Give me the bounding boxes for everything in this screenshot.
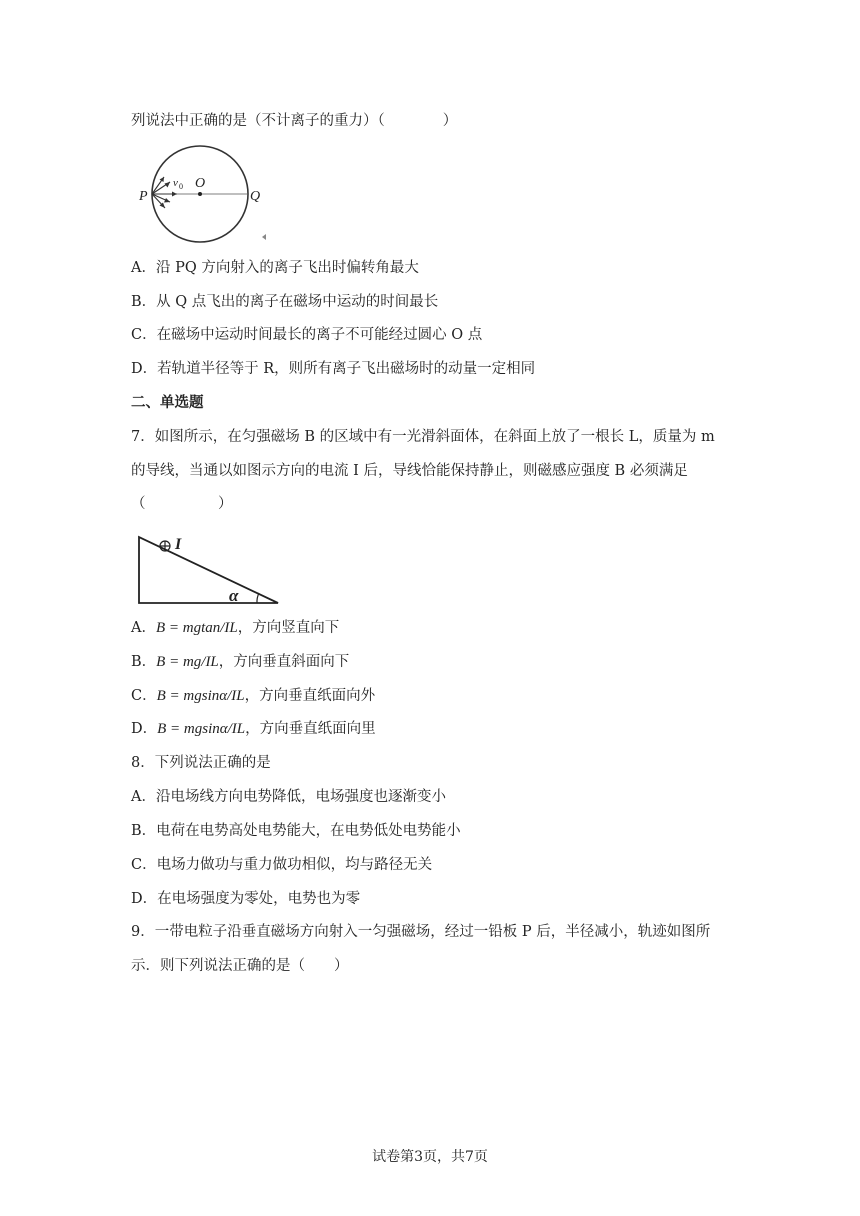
- q6-option-c: C．在磁场中运动时间最长的离子不可能经过圆心 O 点: [131, 327, 483, 343]
- label-O: O: [195, 176, 206, 191]
- center-point-O: [198, 192, 202, 196]
- option-formula: B = mgsinα/IL: [157, 721, 246, 737]
- option-letter: A．: [131, 620, 156, 636]
- q7-option-b: [131, 652, 349, 672]
- q8-option-a: A．沿电场线方向电势降低，电场强度也逐渐变小: [131, 789, 446, 805]
- option-desc: ，方向垂直纸面向外: [244, 688, 376, 704]
- option-letter: D．: [131, 721, 158, 737]
- label-Q: Q: [250, 189, 261, 204]
- label-alpha: α: [229, 586, 239, 605]
- q6-option-b: B．从 Q 点飞出的离子在磁场中运动的时间最长: [131, 294, 439, 310]
- q8-option-b: B．电荷在电势高处电势能大，在电势低处电势能小: [131, 823, 461, 839]
- option-letter: B．: [131, 654, 157, 670]
- q7-stem-line1: 7．如图所示，在匀强磁场 B 的区域中有一光滑斜面体，在斜面上放了一根长 L，质量为 m: [131, 429, 715, 445]
- section-title: 二、单选题: [131, 395, 204, 411]
- q7-incline-figure: [135, 529, 285, 609]
- option-formula: B = mgtan/IL: [155, 620, 238, 636]
- label-v0: v: [173, 177, 178, 189]
- label-v0-sub: 0: [179, 182, 183, 191]
- q9-stem-line2: 示．则下列说法正确的是（ ）: [131, 958, 349, 974]
- label-P: P: [139, 189, 148, 204]
- q6-option-a: A．沿 PQ 方向射入的离子飞出时偏转角最大: [131, 260, 419, 276]
- option-letter: C．: [131, 688, 157, 704]
- q7-option-a: [131, 618, 339, 638]
- q6-stem-tail: 列说法中正确的是（不计离子的重力）（ ）: [131, 113, 458, 129]
- q8-stem: 8．下列说法正确的是: [131, 755, 271, 771]
- q7-option-c: [131, 686, 375, 706]
- q8-option-c: C．电场力做功与重力做功相似，均与路径无关: [131, 857, 433, 873]
- label-I: I: [175, 536, 182, 553]
- q7-stem-line3: （ ）: [131, 496, 233, 512]
- option-desc: ，方向垂直斜面向下: [218, 654, 350, 670]
- small-marker-icon: [262, 234, 266, 240]
- option-desc: ，方向垂直纸面向里: [245, 721, 376, 737]
- q7-option-d: [131, 719, 376, 739]
- q6-circle-figure: [135, 144, 270, 244]
- q9-stem-line1: 9．一带电粒子沿垂直磁场方向射入一匀强磁场，经过一铅板 P 后，半径减小，轨迹如图所: [131, 924, 711, 940]
- q6-option-d: D．若轨道半径等于 R，则所有离子飞出磁场时的动量一定相同: [131, 361, 536, 377]
- option-desc: ，方向竖直向下: [237, 620, 340, 636]
- option-formula: B = mg/IL: [156, 654, 219, 670]
- page-footer: 试卷第3页，共7页: [372, 1149, 488, 1165]
- q7-stem-line2: 的导线，当通以如图示方向的电流 I 后，导线恰能保持静止，则磁感应强度 B 必须满足: [131, 463, 688, 479]
- q8-option-d: D．在电场强度为零处，电势也为零: [131, 891, 361, 907]
- option-formula: B = mgsinα/IL: [156, 688, 245, 704]
- angle-arc: [257, 593, 259, 603]
